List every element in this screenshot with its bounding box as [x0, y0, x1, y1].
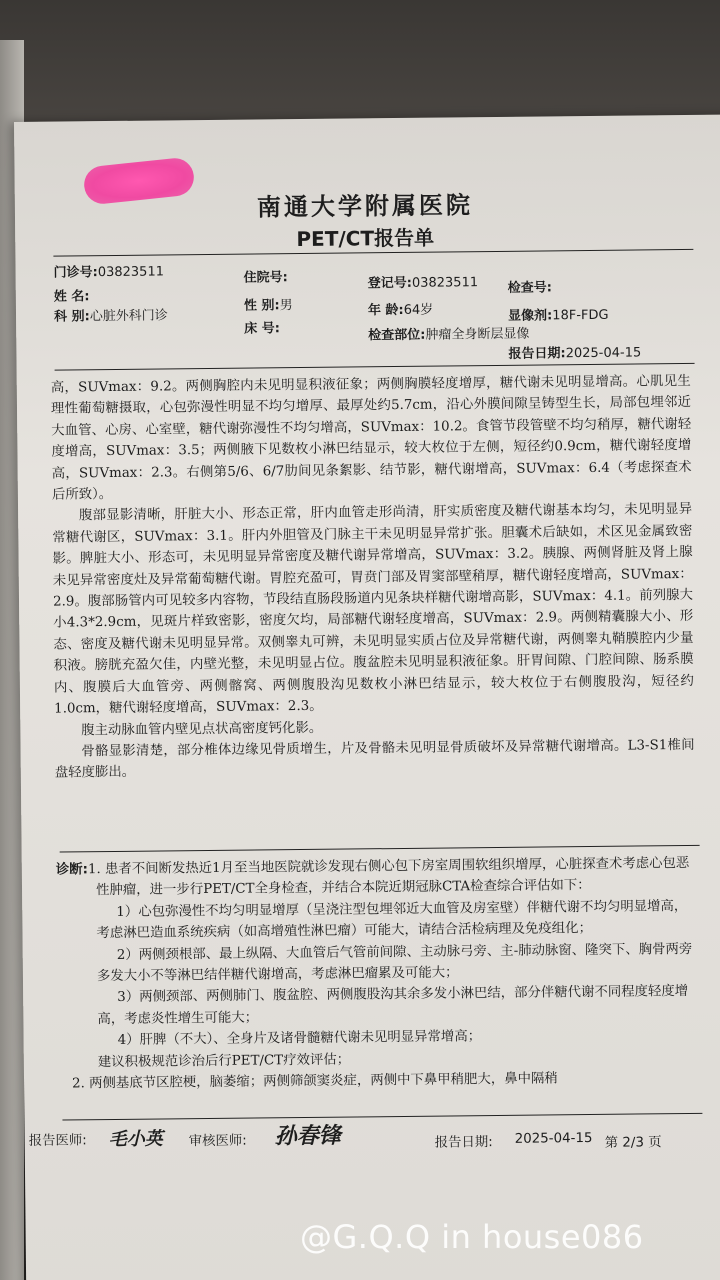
diagnosis-section [56, 853, 698, 1095]
hospital-name: 南通大学附属医院 [256, 190, 474, 222]
report-footer [25, 1122, 720, 1151]
gender [244, 294, 293, 314]
findings-aorta: 腹主动脉血管内壁见点状高密度钙化影。 [81, 720, 323, 738]
header-rule-bottom [55, 363, 695, 371]
report-date-header-value: 2025-04-15 [565, 345, 642, 362]
footer-report-date-value: 2025-04-15 [514, 1130, 593, 1147]
report-date-header-label: 报告日期: [508, 346, 566, 362]
diagnosis-item-2: 2. 两侧基底节区腔梗，脑萎缩；两侧筛颌窦炎症，两侧中下鼻甲稍肥大，鼻中隔稍 [71, 1071, 558, 1092]
registration-no-value: 03823511 [411, 275, 479, 291]
diagnosis-label: 诊断: [55, 862, 89, 878]
inpatient-no [244, 266, 288, 285]
outpatient-no [53, 260, 164, 280]
diagnosis-sub-1: 1）心包弥漫性不均匀明显增厚（呈浇注型包埋邻近大血管及房室壁）伴糖代谢不均匀明显增高，考虑淋巴造血系统疾病（如高增殖性淋巴瘤）可能大，请结合活检病理及免疫组化； [96, 898, 688, 942]
findings-bone: 骨骼显影清楚，部分椎体边缘见骨质增生，片及骨骼未见明显骨质破坏及异常糖代谢增高。L3-S1椎间盘轻度膨出。 [54, 737, 695, 781]
findings-section [51, 371, 695, 784]
diagnosis-rule [60, 845, 700, 853]
patient-name-label: 姓 名: [53, 289, 90, 305]
bed-no [244, 317, 280, 336]
diagnosis-recommendation: 建议积极规范诊治后行PET/CT疗效评估； [97, 1052, 351, 1070]
footer-report-date-label: 报告日期: [434, 1135, 493, 1151]
inpatient-no-label: 住院号: [243, 270, 288, 286]
reporter-signature: 毛小英 [108, 1128, 163, 1151]
report-date-header [508, 341, 641, 361]
tracer-label: 显像剂: [507, 308, 553, 324]
department [54, 304, 168, 324]
exam-site-label: 检查部位: [368, 327, 426, 344]
page-number: 第 2/3 页 [604, 1135, 662, 1151]
diagnosis-sub-3: 3）两侧颈部、两侧肺门、腹盆腔、两侧腹股沟其余多发小淋巴结，部分伴糖代谢不同程度轻度增高，考虑炎性增生可能大； [97, 984, 689, 1028]
diagnosis-sub-4: 4）肝脾（不大）、全身片及诸骨髓糖代谢未见明显异常增高； [117, 1029, 482, 1049]
bed-no-label: 床 号: [244, 321, 280, 337]
findings-abdomen: 腹部显影清晰，肝脏大小、形态正常，肝内血管走形尚清，肝实质密度及糖代谢基本均匀，未见明显异常糖代谢区，SUVmax：3.1。肝内外胆管及门脉主干未见明显异常扩张。胆囊术后缺如，术区见金属致密影。脾脏大小、形态可，未见明显异常密度及糖代谢异常增高，SUVmax：3.2。胰腺、两侧肾脏及肾上腺未见异常密度灶及异常葡萄糖代谢。胃腔充盈可，胃贲门部及胃窦部壁稍厚，糖代谢轻度增高，SUVmax：2.9。腹部肠管内可见较多内容物，节段结直肠段肠道内见条块样糖代谢增高影，SUVmax：4.1。前列腺大小4.3*2.9cm，见斑片样致密影，密度欠均，局部糖代谢轻度增高，SUVmax：2.9。两侧精囊腺大小、形态、密度及糖代谢未见明显异常。双侧睾丸可辨，未见明显实质占位及异常糖代谢，两侧睾丸鞘膜腔内少量积液。膀胱充盈欠佳，内壁光整，未见明显占位。腹盆腔未见明显积液征象。肝胃间隙、门腔间隙、肠系膜内、腹膜后大血管旁、两侧髂窝、两侧腹股沟见数枚小淋巴结显示，较大枚位于右侧腹股沟，短径约1.0cm，糖代谢轻度增高，SUVmax：2.3。 [52, 502, 694, 717]
footer-rule [62, 1113, 702, 1121]
outpatient-no-value: 03823511 [97, 264, 165, 281]
gender-label: 性 别: [243, 298, 280, 314]
watermark: @G.Q.Q in house086 [300, 1218, 644, 1256]
exam-site [368, 323, 529, 344]
reporter-label: 报告医师: [28, 1133, 87, 1149]
diagnosis-item-1: 1. 患者不间断发热近1月至当地医院就诊发现右侧心包下房室周围软组织增厚，心脏探查术考虑心包恶性肿瘤，进一步行PET/CT全身检查，并结合本院近期冠脉CTA检查综合评估如下： [87, 855, 690, 899]
tracer-value: 18F-FDG [552, 307, 609, 324]
age [368, 299, 433, 319]
exam-site-value: 肿瘤全身断层显像 [425, 326, 530, 343]
diagnosis-sub-2: 2）两侧颈根部、最上纵隔、大血管后气管前间隙、主动脉弓旁、主-肺动脉窗、隆突下、胸骨两旁多发大小不等淋巴结伴糖代谢增高，考虑淋巴瘤累及可能大； [96, 941, 693, 985]
findings-chest: 高，SUVmax：9.2。两侧胸腔内未见明显积液征象；两侧胸膜轻度增厚，糖代谢未见明显增高。心肌见生理性葡萄糖摄取，心包弥漫性明显不均匀增厚、最厚处约5.7cm，沿心外膜间隙呈铸型生长，局部包埋邻近大血管、心房、心室壁，糖代谢弥漫性不均匀增高，SUVmax：10.2。食管节段管壁不均匀稍厚，糖代谢轻度增高，SUVmax：3.5；两侧腋下见数枚小淋巴结显示，较大枚位于左侧，短径约0.9cm，糖代谢轻度增高，SUVmax：2.3。右侧第5/6、6/7肋间见条絮影、结节影，糖代谢增高，SUVmax：6.4（考虑探查术后所致）。 [50, 373, 692, 503]
department-label: 科 别: [53, 309, 90, 325]
registration-no-label: 登记号: [367, 275, 412, 292]
tracer [508, 304, 609, 324]
patient-name [54, 285, 90, 304]
age-value: 64岁 [403, 302, 434, 318]
registration-no [368, 271, 479, 291]
reviewer-label: 审核医师: [188, 1133, 247, 1150]
age-label: 年 龄: [367, 302, 404, 319]
reviewer-signature: 孙春锋 [274, 1122, 341, 1150]
gender-value: 男 [279, 298, 293, 314]
outpatient-no-label: 门诊号: [53, 265, 98, 281]
department-value: 心脏外科门诊 [89, 308, 168, 325]
report-title: PET/CT报告单 [296, 225, 435, 252]
exam-no [508, 276, 552, 295]
exam-no-label: 检查号: [507, 280, 553, 296]
report-sheet [14, 114, 720, 1280]
